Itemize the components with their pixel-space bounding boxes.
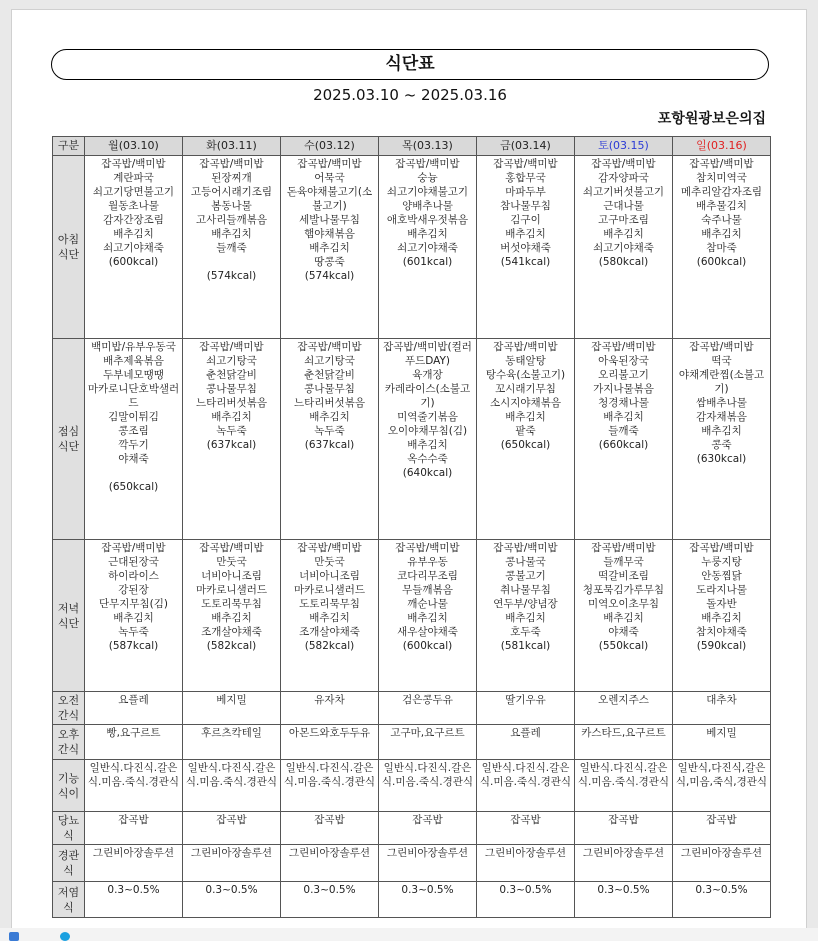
menu-cell: 잡곡밥/백미밥 홍합무국 마파두부 참나물무침 김구이 배추김치 버섯야채죽 (541kcal) — [477, 156, 575, 339]
row-label-functional-diet: 기능 식이 — [53, 760, 85, 812]
row-label-afternoon-snack: 오후 간식 — [53, 725, 85, 760]
snack-cell: 요플레 — [85, 692, 183, 725]
globe-icon[interactable] — [60, 932, 70, 941]
organization-name: 포항원광보은의집 — [657, 111, 766, 127]
day-header-fri: 금(03.14) — [477, 137, 575, 156]
diet-cell: 그린비아장솔루션 — [379, 845, 477, 882]
diet-cell: 잡곡밥 — [477, 812, 575, 845]
menu-cell: 잡곡밥/백미밥 동태알탕 탕수육(소불고기) 꼬시래기무침 소시지야채볶음 배추김치 팥죽 (650kcal) — [477, 339, 575, 540]
menu-cell: 잡곡밥/백미밥 쇠고기탕국 춘천닭갈비 콩나물무침 느타리버섯볶음 배추김치 녹두죽 (637kcal) — [183, 339, 281, 540]
menu-cell: 잡곡밥/백미밥 쇠고기탕국 춘천닭갈비 콩나물무침 느타리버섯볶음 배추김치 녹두죽 (637kcal) — [281, 339, 379, 540]
snack-cell: 오렌지주스 — [575, 692, 673, 725]
day-header-wed: 수(03.12) — [281, 137, 379, 156]
diet-cell: 일반식,다진식,갈은식,미음,죽식,경관식 — [673, 760, 771, 812]
day-header-thu: 목(03.13) — [379, 137, 477, 156]
diabetic-diet-row — [53, 812, 771, 845]
menu-cell: 잡곡밥/백미밥 만둣국 너비아니조림 마카로니샐러드 도토리묵무침 배추김치 조개살야채죽 (582kcal) — [281, 540, 379, 692]
diet-cell: 그린비아장솔루션 — [183, 845, 281, 882]
menu-cell: 잡곡밥/백미밥 아욱된장국 오리불고기 가지나물볶음 청경채나물 배추김치 들깨죽 (660kcal) — [575, 339, 673, 540]
row-label-breakfast: 아침 식단 — [53, 156, 85, 339]
diet-cell: 일반식.다진식.갈은식.미음.죽식.경관식 — [575, 760, 673, 812]
row-label-diabetic-diet: 당뇨 식 — [53, 812, 85, 845]
menu-cell: 잡곡밥/백미밥 감자양파국 쇠고기버섯불고기 근대나물 고구마조림 배추김치 쇠고기야채죽 (580kcal) — [575, 156, 673, 339]
day-header-sat: 토(03.15) — [575, 137, 673, 156]
functional-diet-row — [53, 760, 771, 812]
diet-cell: 잡곡밥 — [85, 812, 183, 845]
diet-cell: 0.3~0.5% — [85, 882, 183, 918]
menu-cell: 잡곡밥/백미밥(컬러푸드DAY) 육개장 카레라이스(소불고기) 미역줄기볶음 오이야채무침(김) 배추김치 옥수수죽 (640kcal) — [379, 339, 477, 540]
low-sodium-row — [53, 882, 771, 918]
diet-cell: 그린비아장솔루션 — [477, 845, 575, 882]
header-row — [53, 137, 771, 156]
diet-cell: 일반식.다진식.갈은식.미음.죽식.경관식 — [85, 760, 183, 812]
diet-cell: 일반식.다진식.갈은식.미음.죽식.경관식 — [477, 760, 575, 812]
diet-cell: 0.3~0.5% — [673, 882, 771, 918]
diet-cell: 그린비아장솔루션 — [85, 845, 183, 882]
page-icon[interactable] — [9, 932, 19, 941]
menu-period: 2025.03.10 ~ 2025.03.16 — [313, 86, 507, 104]
menu-cell: 잡곡밥/백미밥 콩나물국 콩불고기 취나물무침 연두부/양념장 배추김치 호두죽 (581kcal) — [477, 540, 575, 692]
tube-feeding-row — [53, 845, 771, 882]
diet-cell: 0.3~0.5% — [477, 882, 575, 918]
row-label-tube-feeding: 경관 식 — [53, 845, 85, 882]
diet-cell: 그린비아장솔루션 — [281, 845, 379, 882]
menu-cell: 잡곡밥/백미밥 숭늉 쇠고기야채불고기 양배추나물 애호박새우젓볶음 배추김치 쇠고기야채죽 (601kcal) — [379, 156, 477, 339]
day-header-mon: 월(03.10) — [85, 137, 183, 156]
snack-cell: 고구마,요구르트 — [379, 725, 477, 760]
snack-cell: 베지밀 — [183, 692, 281, 725]
afternoon-snack-row — [53, 725, 771, 760]
document-page — [11, 9, 807, 941]
diet-cell: 잡곡밥 — [379, 812, 477, 845]
snack-cell: 유자차 — [281, 692, 379, 725]
diet-cell: 그린비아장솔루션 — [575, 845, 673, 882]
row-label-low-sodium: 저염 식 — [53, 882, 85, 918]
snack-cell: 검은콩두유 — [379, 692, 477, 725]
day-header-tue: 화(03.11) — [183, 137, 281, 156]
diet-cell: 잡곡밥 — [575, 812, 673, 845]
viewer-bottom-bar — [0, 928, 818, 941]
dinner-row — [53, 540, 771, 692]
menu-cell: 잡곡밥/백미밥 들깨무국 떡갈비조림 청포묵김가루무침 미역오이초무침 배추김치 야채죽 (550kcal) — [575, 540, 673, 692]
diet-cell: 그린비아장솔루션 — [673, 845, 771, 882]
diet-cell: 잡곡밥 — [183, 812, 281, 845]
diet-cell: 0.3~0.5% — [281, 882, 379, 918]
snack-cell: 딸기우유 — [477, 692, 575, 725]
snack-cell: 요플레 — [477, 725, 575, 760]
corner-header: 구분 — [53, 137, 85, 156]
row-label-dinner: 저녁 식단 — [53, 540, 85, 692]
menu-cell: 잡곡밥/백미밥 어묵국 돈육야채불고기(소불고기) 세발나물무침 햄야채볶음 배추김치 땅콩죽 (574kcal) — [281, 156, 379, 339]
diet-cell: 0.3~0.5% — [183, 882, 281, 918]
lunch-row — [53, 339, 771, 540]
menu-cell: 잡곡밥/백미밥 근대된장국 하이라이스 강된장 단무지무침(김) 배추김치 녹두죽 (587kcal) — [85, 540, 183, 692]
snack-cell: 아몬드와호두두유 — [281, 725, 379, 760]
diet-cell: 0.3~0.5% — [379, 882, 477, 918]
snack-cell: 대추차 — [673, 692, 771, 725]
menu-cell: 잡곡밥/백미밥 계란파국 쇠고기당면불고기 월동초나물 감자간장조림 배추김치 쇠고기야채죽 (600kcal) — [85, 156, 183, 339]
menu-cell: 잡곡밥/백미밥 떡국 야채계란찜(소불고기) 쌈배추나물 감자채볶음 배추김치 콩죽 (630kcal) — [673, 339, 771, 540]
snack-cell: 카스타드,요구르트 — [575, 725, 673, 760]
menu-cell: 백미밥/유부우동국 배추제육볶음 두부네모땡땡 마카로니단호박샐러드 김말이튀김 콩조림 깍두기 야채죽 (650kcal) — [85, 339, 183, 540]
menu-cell: 잡곡밥/백미밥 누룽지탕 안동찜닭 도라지나물 돌자반 배추김치 참치야채죽 (590kcal) — [673, 540, 771, 692]
menu-cell: 잡곡밥/백미밥 된장찌개 고등어시래기조림 봄동나물 고사리들깨볶음 배추김치 들깨죽 (574kcal) — [183, 156, 281, 339]
diet-cell: 일반식.다진식.갈은식.미음.죽식.경관식 — [281, 760, 379, 812]
morning-snack-row — [53, 692, 771, 725]
diet-cell: 잡곡밥 — [673, 812, 771, 845]
diet-cell: 일반식.다진식.갈은식.미음.죽식.경관식 — [183, 760, 281, 812]
diet-cell: 잡곡밥 — [281, 812, 379, 845]
snack-cell: 빵,요구르트 — [85, 725, 183, 760]
row-label-lunch: 점심 식단 — [53, 339, 85, 540]
weekly-menu-table — [52, 136, 771, 918]
diet-cell: 0.3~0.5% — [575, 882, 673, 918]
snack-cell: 후르츠칵테일 — [183, 725, 281, 760]
diet-cell: 일반식.다진식.갈은식.미음.죽식.경관식 — [379, 760, 477, 812]
menu-cell: 잡곡밥/백미밥 만둣국 너비아니조림 마카로니샐러드 도토리묵무침 배추김치 조개살야채죽 (582kcal) — [183, 540, 281, 692]
menu-cell: 잡곡밥/백미밥 유부우동 코다리무조림 무들깨볶음 깨순나물 배추김치 새우살야채죽 (600kcal) — [379, 540, 477, 692]
row-label-morning-snack: 오전 간식 — [53, 692, 85, 725]
breakfast-row — [53, 156, 771, 339]
day-header-sun: 일(03.16) — [673, 137, 771, 156]
menu-cell: 잡곡밥/백미밥 참치미역국 메추리알감자조림 배추물김치 숙주나물 배추김치 참마죽 (600kcal) — [673, 156, 771, 339]
snack-cell: 베지밀 — [673, 725, 771, 760]
document-title: 식단표 — [51, 49, 769, 80]
